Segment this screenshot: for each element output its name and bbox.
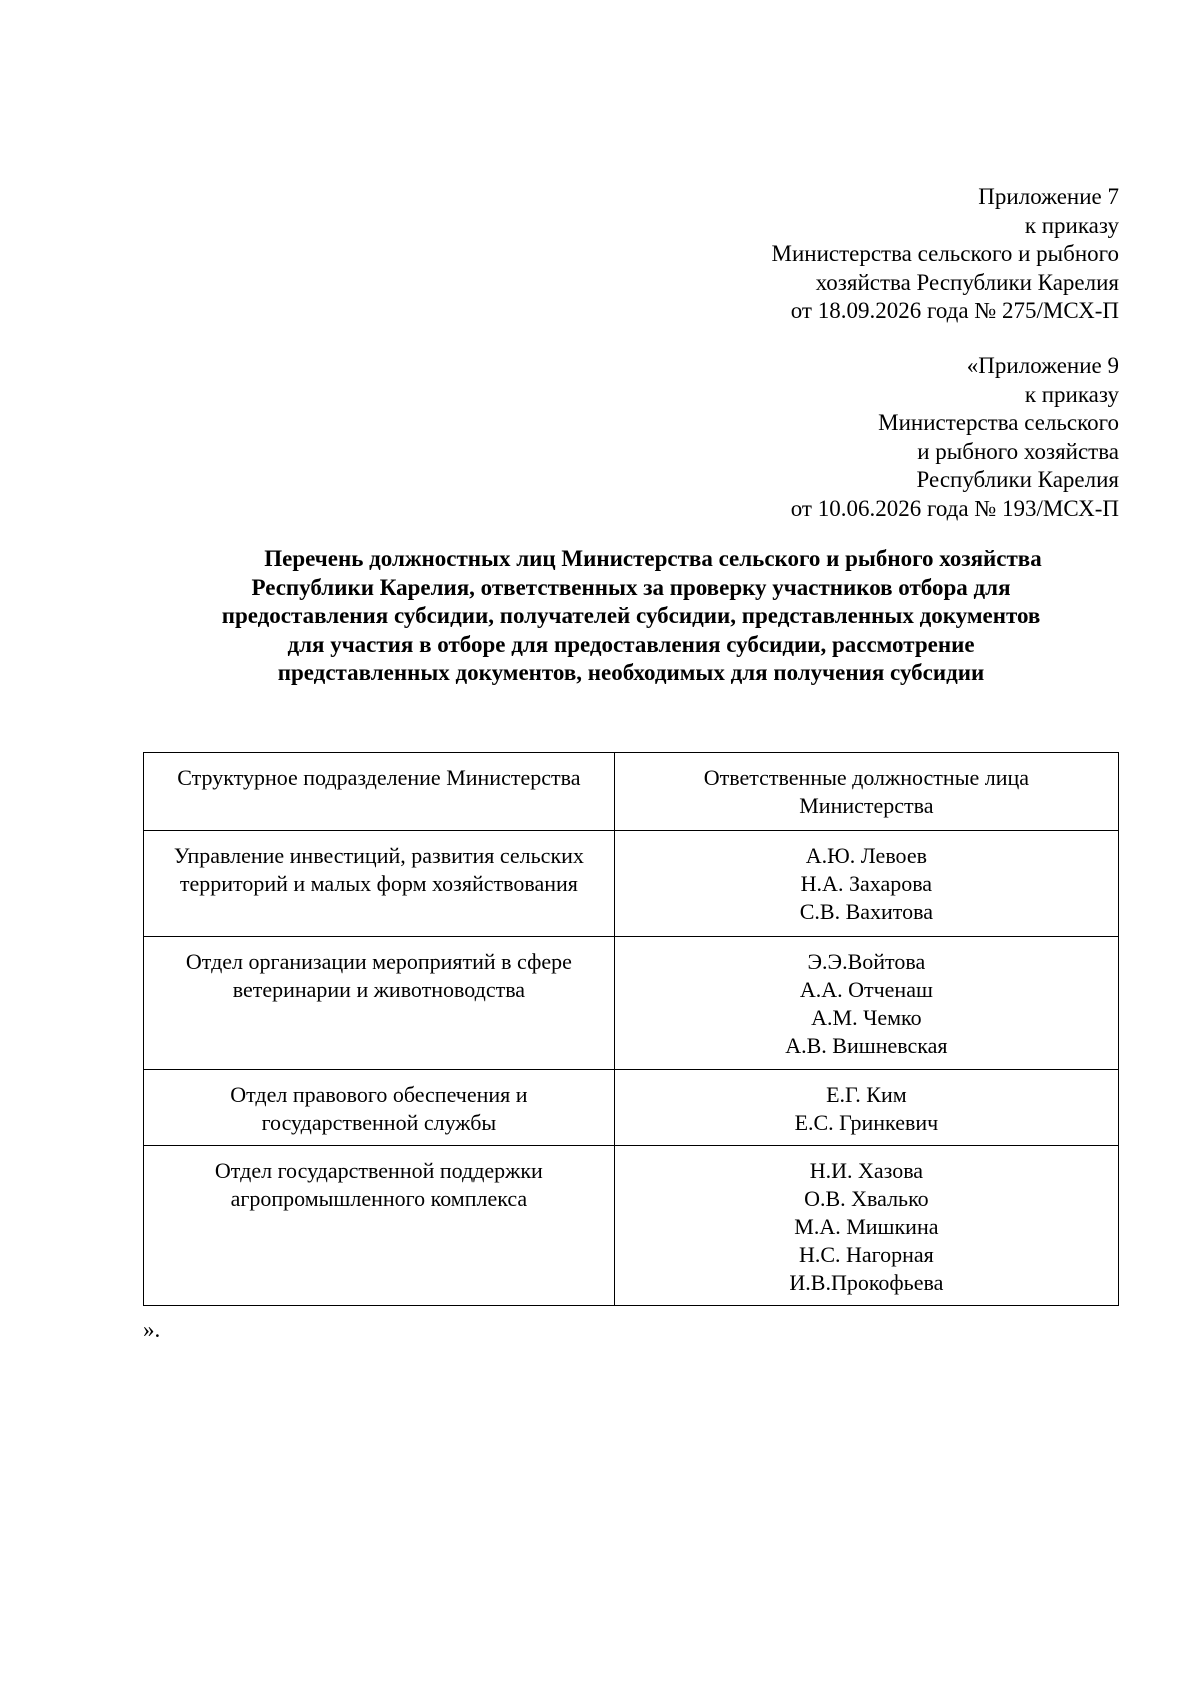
department-cell — [144, 1146, 615, 1306]
official-name: О.В. Хвалько — [804, 1186, 929, 1211]
closing-quote-mark: ». — [143, 1317, 161, 1342]
appendix-line: к приказу — [1024, 381, 1119, 407]
table-row — [144, 1146, 1119, 1306]
document-title — [143, 545, 1119, 688]
appendix-line: Приложение 7 — [978, 184, 1119, 209]
official-name: А.Ю. Левоев — [805, 843, 927, 868]
official-name: М.А. Мишкина — [794, 1214, 939, 1239]
title-line: Перечень должностных лиц Министерства сельского и рыбного хозяйства — [264, 546, 1042, 571]
department-cell — [144, 1070, 615, 1146]
officials-cell — [614, 937, 1118, 1070]
appendix-line: и рыбного хозяйства — [917, 438, 1119, 464]
official-name: С.В. Вахитова — [799, 899, 933, 924]
appendix-line: от 18.09.2026 года № 275/МСХ-П — [790, 298, 1119, 323]
header-line: Ответственные должностные лица — [703, 765, 1030, 790]
department-line: Отдел организации мероприятий в сфере — [185, 949, 572, 974]
official-name: А.А. Отченаш — [799, 977, 933, 1002]
official-name: Э.Э.Войтова — [807, 949, 926, 974]
table-row — [144, 831, 1119, 937]
header-line: Министерства — [799, 793, 934, 818]
department-line: Управление инвестиций, развития сельских — [173, 843, 584, 868]
official-name: Н.А. Захарова — [800, 871, 933, 896]
appendix-line: «Приложение 9 — [966, 353, 1119, 378]
officials-cell — [614, 1070, 1118, 1146]
title-line: представленных документов, необходимых для получения субсидии — [277, 660, 985, 685]
title-line: для участия в отборе для предоставления субсидии, рассмотрение — [287, 631, 975, 657]
officials-cell — [614, 831, 1118, 937]
department-line: территорий и малых форм хозяйствования — [179, 871, 578, 896]
department-cell — [144, 937, 615, 1070]
table-row — [144, 1070, 1119, 1146]
title-line: Республики Карелия, ответственных за проверку участников отбора для — [251, 574, 1011, 600]
official-name: И.В.Прокофьева — [789, 1270, 944, 1295]
appendix-line: Республики Карелия — [916, 467, 1119, 492]
official-name: А.В. Вишневская — [785, 1033, 948, 1058]
table-header-row — [144, 753, 1119, 831]
department-line: ветеринарии и животноводства — [232, 977, 526, 1002]
official-name: Е.С. Гринкевич — [794, 1110, 939, 1135]
appendix-line: от 10.06.2026 года № 193/МСХ-П — [790, 495, 1119, 521]
department-line: Отдел правового обеспечения и — [230, 1082, 528, 1107]
header-officials — [614, 753, 1118, 831]
official-name: А.М. Чемко — [811, 1005, 922, 1030]
department-line: агропромышленного комплекса — [230, 1186, 528, 1211]
official-name: Е.Г. Ким — [826, 1082, 907, 1107]
official-name: Н.И. Хазова — [809, 1158, 924, 1183]
appendix-line: Министерства сельского и рыбного — [771, 241, 1119, 266]
table-row — [144, 937, 1119, 1070]
department-cell — [144, 831, 615, 937]
officials-table — [143, 752, 1119, 1306]
appendix-line: Министерства сельского — [878, 410, 1119, 435]
header-department — [144, 753, 615, 831]
appendix-header-amended — [791, 352, 1119, 523]
department-line: государственной службы — [261, 1110, 497, 1135]
official-name: Н.С. Нагорная — [798, 1242, 934, 1267]
officials-cell — [614, 1146, 1118, 1306]
department-line: Отдел государственной поддержки — [214, 1158, 543, 1183]
title-line: предоставления субсидии, получателей субсидии, представленных документов — [221, 603, 1041, 628]
header-line: Структурное подразделение Министерства — [177, 765, 581, 790]
appendix-header-current — [772, 183, 1120, 326]
appendix-line: хозяйства Республики Карелия — [815, 269, 1119, 295]
appendix-line: к приказу — [1024, 212, 1119, 238]
